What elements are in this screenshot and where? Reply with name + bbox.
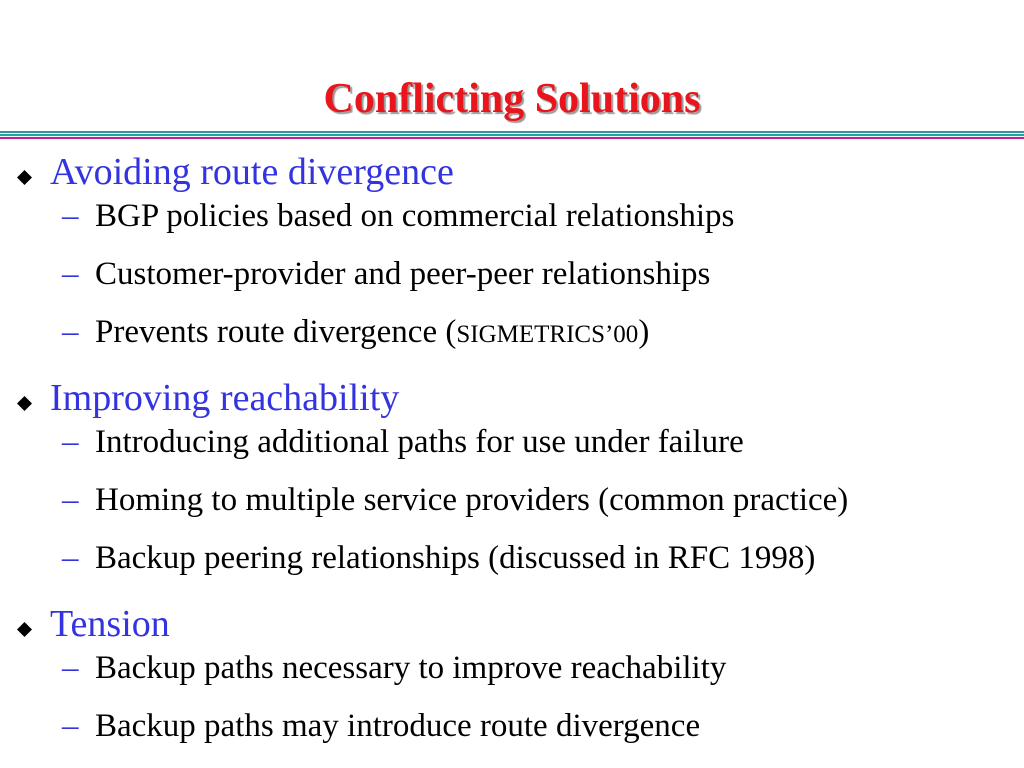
sub-bullet-text-end: ) [638,314,650,350]
sub-bullet [0,252,1024,310]
dash-marker: – [62,424,79,460]
dash-marker: – [62,540,79,576]
sub-bullet-text: Customer-provider and peer-peer relationships [95,256,711,292]
sub-bullet-text-start: Prevents route divergence ( [95,314,457,350]
dash-marker: – [62,314,79,350]
sub-bullet [0,704,1024,762]
sub-bullet-text: Backup paths may introduce route divergence [95,708,701,744]
diamond-bullet-icon [17,396,32,411]
diamond-bullet-icon [17,170,32,185]
bullet-heading-text: Improving reachability [50,377,400,419]
dash-marker: – [62,650,79,686]
sub-bullet-text: Backup paths necessary to improve reachability [95,650,727,686]
slide-title: Conflicting Solutions [323,76,701,122]
dash-marker: – [62,708,79,744]
sub-bullet [0,478,1024,536]
dash-marker: – [62,198,79,234]
bullet-heading [0,376,1024,420]
bullet-heading [0,150,1024,194]
title-rule-middle [0,134,1024,136]
sub-bullet-text [95,310,649,357]
sub-bullet [0,646,1024,704]
bullet-heading [0,602,1024,646]
sub-bullet-text: BGP policies based on commercial relationships [95,198,735,234]
dash-marker: – [62,482,79,518]
sub-bullet [0,194,1024,252]
citation-text: SIGMETRICS’00 [456,321,639,348]
title-rule-top [0,131,1024,133]
dash-marker: – [62,256,79,292]
sub-bullet-text: Backup peering relationships (discussed in RFC 1998) [95,540,816,576]
diamond-bullet-icon [17,622,32,637]
sub-bullet [0,420,1024,478]
sub-bullet-text: Introducing additional paths for use under failure [95,424,744,460]
bullet-heading-text: Tension [50,603,170,645]
bullet-list [0,150,1024,762]
title-rule-bottom [0,137,1024,139]
sub-bullet [0,536,1024,594]
sub-bullet [0,310,1024,368]
bullet-heading-text: Avoiding route divergence [50,151,454,193]
sub-bullet-text: Homing to multiple service providers (common practice) [95,482,849,518]
